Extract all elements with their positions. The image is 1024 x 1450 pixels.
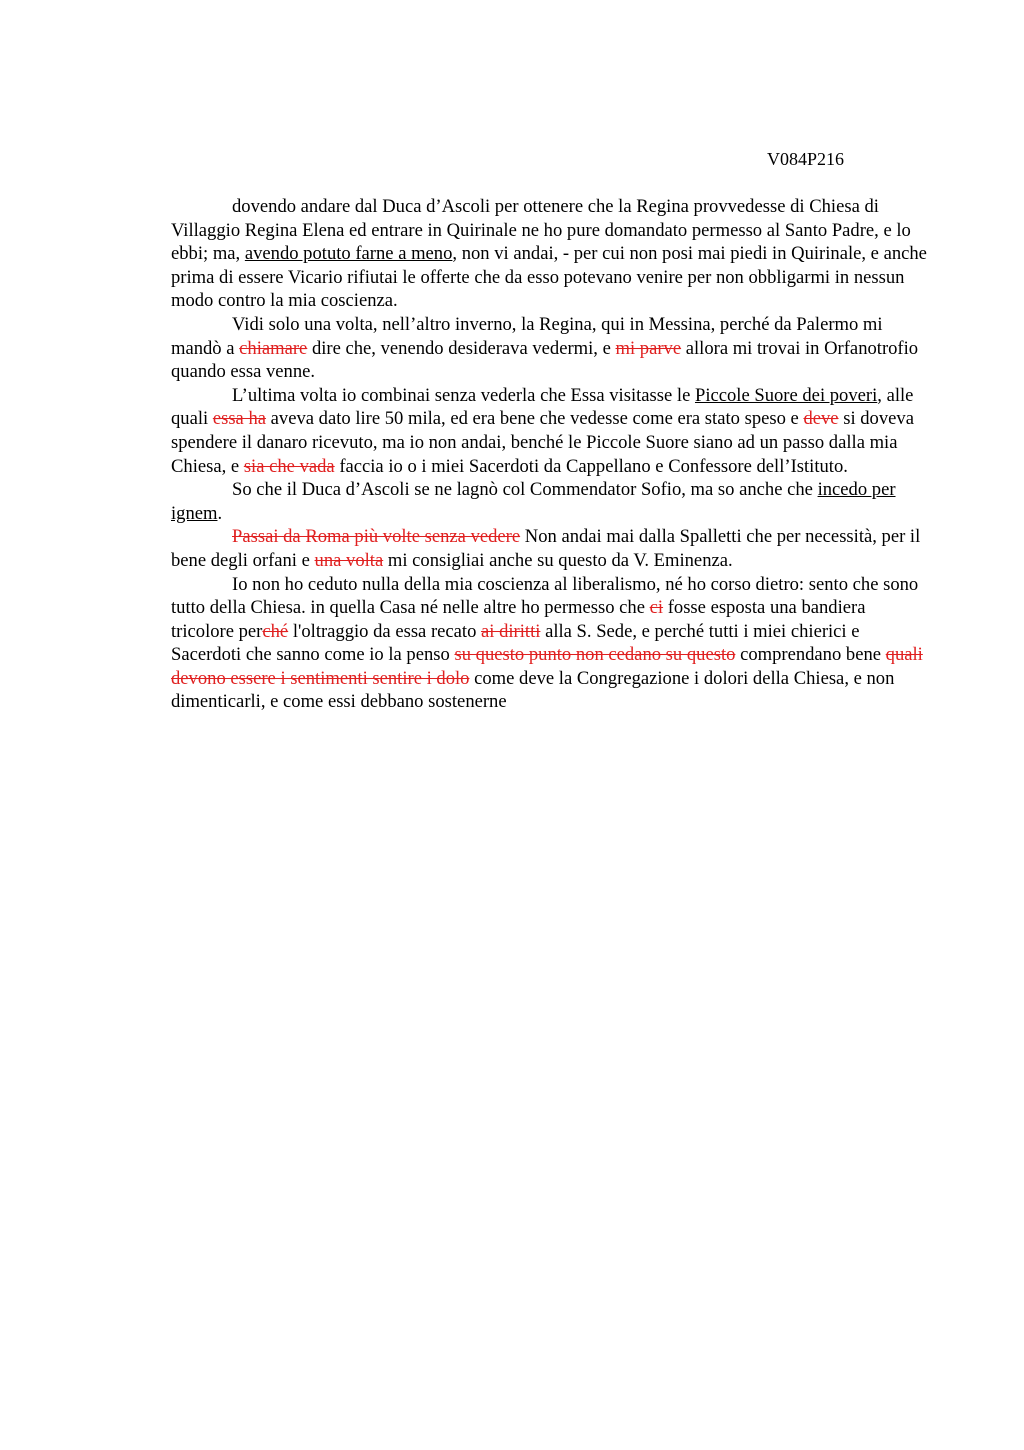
deleted-text: deve [803, 408, 839, 430]
deleted-text: quali devono essere i sentimenti sentire i dolo [171, 644, 923, 689]
text-run: si doveva spendere il danaro ricevuto, ma io non andai, benché le Piccole Suore siano ad un passo dalla mia Chiesa, e [171, 408, 914, 477]
deleted-text: su questo punto non cedano su questo [454, 644, 736, 666]
deleted-text: mi parve [615, 337, 682, 359]
text-run: Non andai mai dalla Spalletti che per necessità, per il bene degli orfani e [171, 526, 921, 571]
underlined-text: avendo potuto farne a meno [244, 243, 453, 265]
text-run: , non vi andai, - per cui non posi mai piedi in Quirinale, e anche prima di essere Vicario rifiutai le offerte che da esso potevano venire per non obbligarmi in nessun modo contro la mia coscienza. [171, 243, 927, 312]
text-run: Vidi solo una volta, nell’altro inverno, la Regina, qui in Messina, perché da Palermo mi mandò a [171, 313, 883, 359]
deleted-text: ai diritti [481, 620, 541, 642]
deleted-text: ché [262, 620, 289, 642]
deleted-text: Passai da Roma più volte senza vedere [232, 526, 521, 548]
text-run: faccia io o i miei Sacerdoti da Cappellano e Confessore dell’Istituto. [334, 455, 848, 477]
paragraph [171, 573, 929, 715]
text-run: mi consigliai anche su questo da V. Eminenza. [383, 549, 733, 571]
text-run: Io non ho ceduto nulla della mia coscienza al liberalismo, né ho corso dietro: sento che sono tutto della Chiesa. in quella Casa né nelle altre ho permesso che [171, 573, 919, 619]
deleted-text: chiamare [239, 337, 308, 359]
deleted-text: sia che vada [243, 455, 335, 477]
deleted-text: una volta [314, 549, 384, 571]
text-run: alla S. Sede, e perché tutti i miei chierici e Sacerdoti che sanno come io la penso [171, 620, 860, 666]
text-run: So che il Duca d’Ascoli se ne lagnò col Commendator Sofio, ma so anche che [232, 479, 818, 501]
text-run: . [217, 502, 223, 524]
paragraph [171, 384, 929, 478]
paragraph [171, 525, 929, 572]
text-run: fosse esposta una bandiera tricolore per [171, 597, 866, 642]
text-run: comprendano bene [735, 644, 886, 666]
text-run: L’ultima volta io combinai senza vederla che Essa visitasse le [232, 384, 695, 406]
deleted-text: essa ha [212, 408, 267, 430]
paragraph [171, 313, 929, 384]
underlined-text: incedo per ignem [171, 479, 896, 524]
page-reference: V084P216 [766, 149, 844, 169]
paragraph [171, 195, 929, 313]
text-run: l'oltraggio da essa recato [288, 620, 482, 642]
paragraph [171, 478, 929, 525]
text-run: allora mi trovai in Orfanotrofio quando essa venne. [171, 337, 919, 383]
underlined-text: Piccole Suore dei poveri [694, 384, 878, 406]
text-run: , alle quali [171, 384, 914, 430]
text-run: aveva dato lire 50 mila, ed era bene che vedesse come era stato speso e [266, 408, 804, 430]
deleted-text: ci [649, 597, 664, 619]
text-run: dire che, venendo desiderava vedermi, e [307, 337, 616, 359]
text-run: dovendo andare dal Duca d’Ascoli per ottenere che la Regina provvedesse di Chiesa di Villaggio Regina Elena ed entrare in Quirinale ne ho pure domandato permesso al Santo Padre, e lo ebbi; ma, [171, 196, 911, 265]
text-run: come deve la Congregazione i dolori della Chiesa, e non dimenticarli, e come essi debbano sostenerne [171, 667, 895, 713]
document-body [171, 195, 929, 714]
